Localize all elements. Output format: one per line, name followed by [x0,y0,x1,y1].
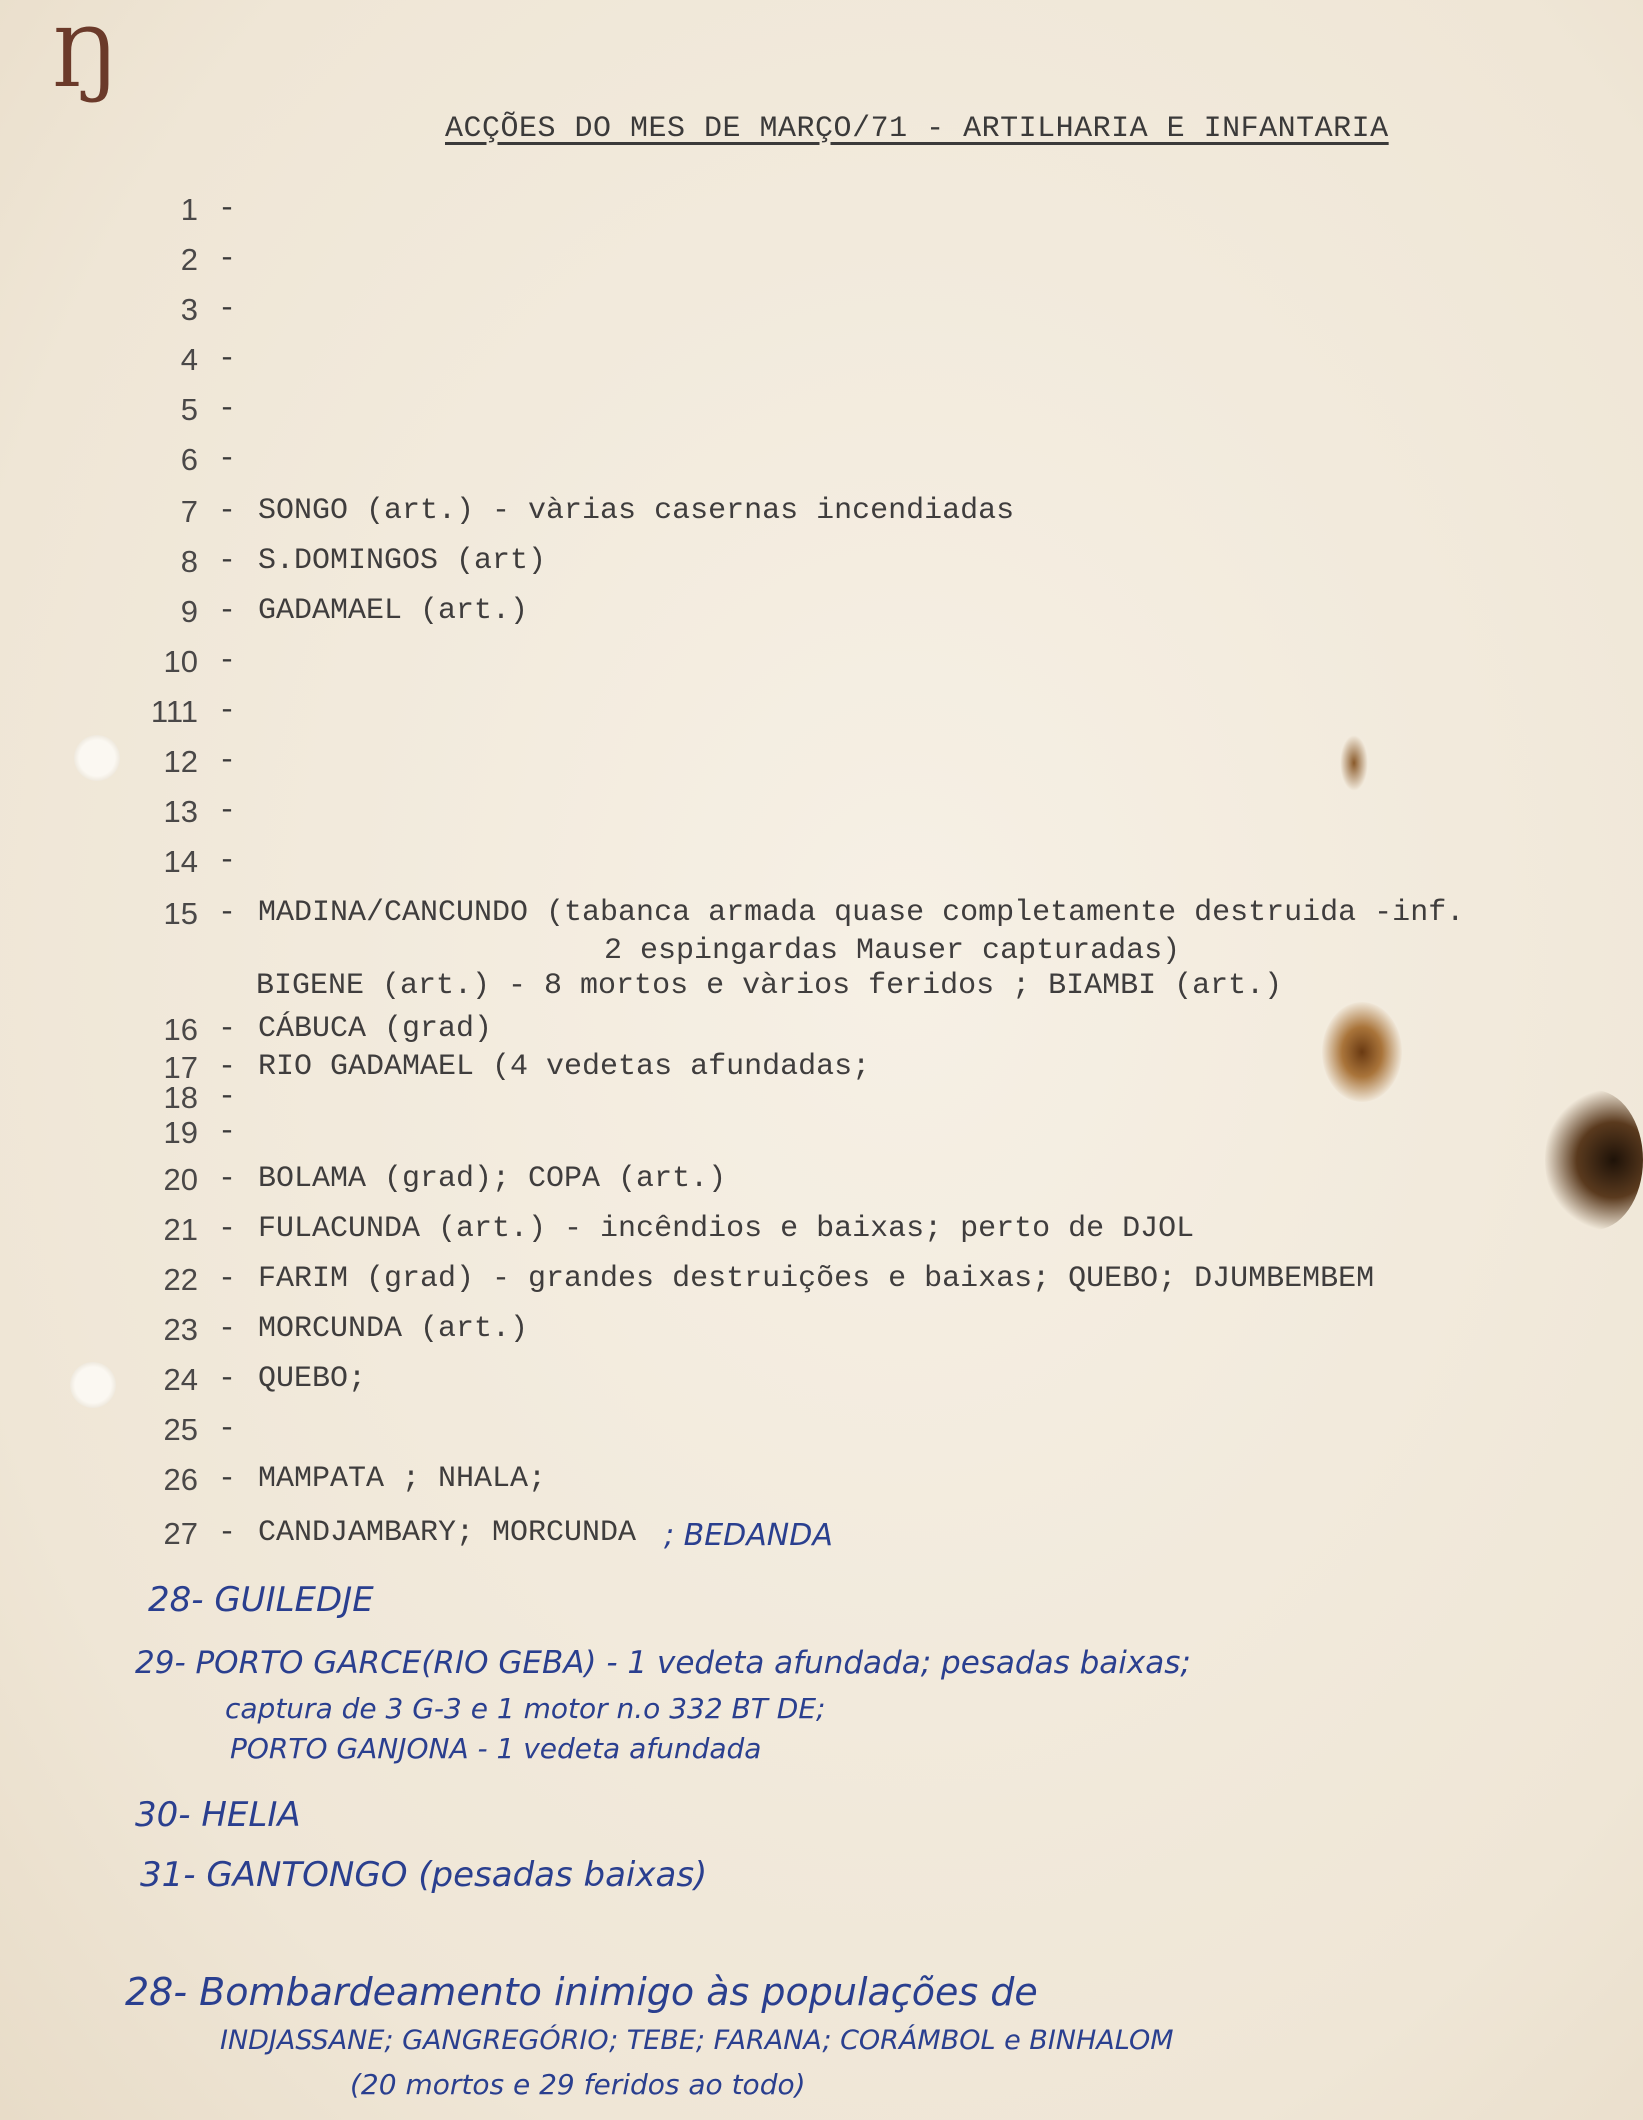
handwritten-entry-29-line-2: captura de 3 G-3 e 1 motor n.o 332 BT DE; [225,1692,826,1725]
entry-number: 27 [163,1516,198,1551]
entry-dash: - [218,292,237,326]
handwritten-note-line-2: INDJASSANE; GANGREGÓRIO; TEBE; FARANA; CORÁMBOL e BINHALOM [220,2025,1174,2056]
entry-dash: - [218,1212,237,1246]
entry-text: FULACUNDA (art.) - incêndios e baixas; perto de DJOL [258,1212,1195,1246]
entry-number: 21 [163,1212,198,1247]
handwritten-entry-31: 31- GANTONGO (pesadas baixas) [140,1855,708,1895]
stain-mark [1340,735,1368,791]
entry-text: RIO GADAMAEL (4 vedetas afundadas; [258,1050,871,1084]
entry-15-continuation: 2 espingardas Mauser capturadas) [604,934,1181,968]
entry-number: 19 [163,1115,198,1150]
entry-number: 16 [163,1012,198,1047]
entry-dash: - [218,1362,237,1396]
entry-number: 3 [180,292,198,327]
entry-text: FARIM (grad) - grandes destruições e baixas; QUEBO; DJUMBEMBEM [258,1262,1375,1296]
entry-dash: - [218,896,237,930]
entry-number: 22 [163,1262,198,1297]
entry-number: 14 [163,844,198,879]
handwritten-entry-28: 28- GUILEDJE [148,1580,374,1620]
handwritten-entry-29-line-1: 29- PORTO GARCE(RIO GEBA) - 1 vedeta afundada; pesadas baixas; [135,1645,1191,1681]
entry-text: MAMPATA ; NHALA; [258,1462,547,1496]
entry-number: 17 [163,1050,198,1085]
entry-number: 24 [163,1362,198,1397]
entry-number: 8 [180,544,198,579]
entry-number: 6 [180,442,198,477]
page-title: ACÇÕES DO MES DE MARÇO/71 - ARTILHARIA E INFANTARIA [445,112,1389,146]
corner-mark: Ŋ [52,12,120,105]
entry-dash: - [218,1050,237,1084]
entry-dash: - [218,342,237,376]
entry-text: S.DOMINGOS (art) [258,544,547,578]
entry-dash: - [218,544,237,578]
entry-dash: - [218,442,237,476]
entry-dash: - [218,794,237,828]
handwritten-note-line-3: (20 mortos e 29 feridos ao todo) [350,2068,806,2101]
entry-number: 10 [163,644,198,679]
handwritten-entry-30: 30- HELIA [135,1795,301,1835]
entry-dash: - [218,392,237,426]
entry-number: 25 [163,1412,198,1447]
entry-text: SONGO (art.) - vàrias casernas incendiadas [258,494,1015,528]
entry-dash: - [218,1080,237,1114]
entry-dash: - [218,1162,237,1196]
entry-text: CANDJAMBARY; MORCUNDA [258,1516,637,1550]
handwritten-entry-27-addition: ; BEDANDA [664,1518,833,1553]
entry-number: 20 [163,1162,198,1197]
entry-number: 2 [180,242,198,277]
entry-dash: - [218,1115,237,1149]
entry-number: 18 [163,1080,198,1115]
entry-dash: - [218,1516,237,1550]
entry-text: MORCUNDA (art.) [258,1312,529,1346]
entry-number: 26 [163,1462,198,1497]
entry-text: BOLAMA (grad); COPA (art.) [258,1162,727,1196]
entry-text: GADAMAEL (art.) [258,594,529,628]
entry-text: MADINA/CANCUNDO (tabanca armada quase completamente destruida -inf. [258,896,1465,930]
handwritten-entry-29-line-3: PORTO GANJONA - 1 vedeta afundada [230,1732,762,1765]
entry-text: CÁBUCA (grad) [258,1012,493,1046]
entry-number: 4 [180,342,198,377]
entry-dash: - [218,242,237,276]
entry-number: 1 [180,192,198,227]
entry-dash: - [218,1262,237,1296]
burn-mark [1322,1002,1402,1102]
entry-number: 7 [180,494,198,529]
entry-dash: - [218,744,237,778]
entry-dash: - [218,1312,237,1346]
handwritten-note-line-1: 28- Bombardeamento inimigo às populações de [125,1970,1038,2014]
burn-mark-edge [1545,1090,1643,1230]
entry-15-second-line: BIGENE (art.) - 8 mortos e vàrios feridos ; BIAMBI (art.) [256,969,1283,1003]
entry-number: 9 [180,594,198,629]
entry-dash: - [218,694,237,728]
entry-number: 15 [163,896,198,931]
entry-dash: - [218,594,237,628]
entry-number: 111 [150,694,198,729]
entry-dash: - [218,1462,237,1496]
entry-dash: - [218,192,237,226]
entry-dash: - [218,1412,237,1446]
entry-dash: - [218,644,237,678]
entry-number: 5 [180,392,198,427]
entry-number: 23 [163,1312,198,1347]
entry-number: 13 [163,794,198,829]
entry-dash: - [218,844,237,878]
entry-dash: - [218,1012,237,1046]
entry-dash: - [218,494,237,528]
entry-number: 12 [163,744,198,779]
entry-text: QUEBO; [258,1362,367,1396]
